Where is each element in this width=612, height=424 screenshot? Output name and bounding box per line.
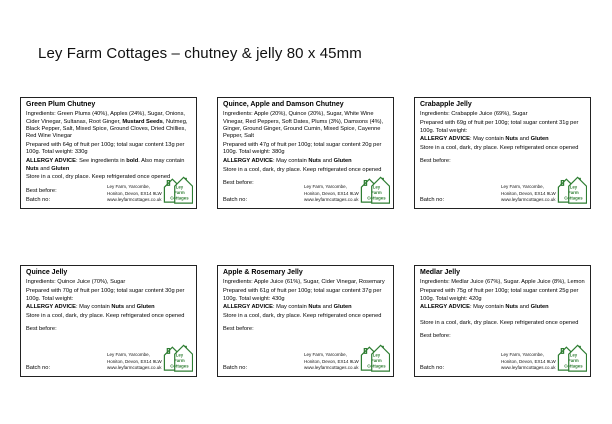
best-before-label: Best before: (26, 326, 57, 333)
logo-text-line: Farm (568, 358, 579, 363)
text-segment: and (320, 304, 334, 311)
batch-no-label: Batch no: (420, 196, 445, 203)
text-segment: Ingredients: Green Plums (40%), Apples (24%), Sugar, Onions, Cider Vinegar, Sultanas, Root Ginger, (26, 111, 186, 125)
storage-text: Store in a cool, dark, dry place. Keep refrigerated once opened (420, 145, 579, 152)
logo-text-line: Cottages (564, 363, 583, 369)
best-before-label: Best before: (223, 180, 254, 187)
logo-text-line: Ley (175, 184, 184, 190)
batch-no-label: Batch no: (223, 196, 248, 203)
product-label (20, 97, 197, 209)
logo-text-line: Farm (568, 190, 579, 195)
text-segment: : May contain (469, 304, 506, 311)
text-segment: and (320, 158, 334, 165)
storage-text: Store in a cool, dark, dry place. Keep refrigerated once opened (420, 319, 579, 326)
product-label (20, 265, 197, 377)
prepared-text: Prepared with 70g of fruit per 100g; total sugar content 30g per 100g. Total weight: (26, 288, 185, 302)
address-block (501, 184, 556, 204)
allergy-advice-text (420, 136, 585, 143)
text-segment: Nuts (308, 158, 321, 165)
address-block (304, 352, 359, 372)
ley-farm-cottages-logo (163, 173, 193, 206)
product-name: Medlar Jelly (420, 269, 461, 276)
ingredients-text (420, 279, 585, 286)
text-segment: : May contain (469, 136, 506, 143)
address-line: Ley Farm, Yarcombe, (304, 351, 347, 357)
text-segment: Gluten (136, 304, 155, 311)
storage-text: Store in a cool, dark, dry place. Keep refrigerated once opened (223, 167, 382, 174)
labels-grid (20, 97, 591, 377)
best-before-label: Best before: (420, 158, 451, 165)
address-line: www.leyfarmcottages.co.uk (501, 197, 556, 203)
text-segment: Nuts (111, 304, 124, 311)
address-line: Honiton, Devon, EX14 9LW (107, 358, 162, 364)
text-segment: Ingredients: Quince Juice (70%), Sugar (26, 279, 126, 286)
address-line: Honiton, Devon, EX14 9LW (304, 190, 359, 196)
text-segment: Gluten (333, 158, 352, 165)
text-segment: ALLERGY ADVICE (223, 304, 273, 311)
storage-text: Store in a cool, dark, dry place. Keep refrigerated once opened (26, 313, 185, 320)
address-line: Ley Farm, Yarcombe, (304, 183, 347, 189)
address-line: www.leyfarmcottages.co.uk (107, 365, 162, 371)
prepared-text: Prepared with 69g of fruit per 100g; total sugar content 31g per 100g. Total weight: (420, 120, 579, 134)
batch-no-label: Batch no: (420, 364, 445, 371)
logo-text-line: Farm (371, 190, 382, 195)
address-line: Ley Farm, Yarcombe, (107, 351, 150, 357)
ley-farm-cottages-logo (360, 341, 390, 374)
logo-text-line: Farm (174, 358, 185, 363)
allergy-advice-text (26, 158, 191, 173)
text-segment: Gluten (333, 304, 352, 311)
ley-farm-cottages-logo (360, 173, 390, 206)
text-segment: Gluten (530, 136, 549, 143)
ley-farm-cottages-logo (163, 341, 193, 374)
logo-text-line: Farm (174, 190, 185, 195)
text-segment: Nuts (505, 136, 518, 143)
best-before-label: Best before: (420, 332, 451, 339)
logo-text-line: Ley (372, 352, 381, 358)
product-label (414, 265, 591, 377)
text-segment: : May contain (272, 158, 309, 165)
batch-no-label: Batch no: (223, 364, 248, 371)
text-segment: Mustard Seeds (122, 118, 163, 125)
batch-no-label: Batch no: (26, 364, 51, 371)
text-segment: bold (126, 158, 139, 165)
address-line: Honiton, Devon, EX14 9LW (304, 358, 359, 364)
ingredients-text (26, 111, 191, 140)
page-title: Ley Farm Cottages – chutney & jelly 80 x 45mm (38, 45, 362, 62)
best-before-label: Best before: (26, 187, 57, 194)
allergy-advice-text (223, 158, 388, 165)
text-segment: and (38, 165, 52, 172)
allergy-advice-text (420, 304, 585, 311)
logo-text-line: Cottages (170, 195, 189, 201)
text-segment: ALLERGY ADVICE (223, 158, 273, 165)
logo-text-line: Ley (569, 352, 578, 358)
best-before-label: Best before: (223, 326, 254, 333)
address-line: www.leyfarmcottages.co.uk (304, 197, 359, 203)
text-segment: and (123, 304, 137, 311)
product-label (217, 265, 394, 377)
text-segment: and (517, 304, 531, 311)
ley-farm-cottages-logo (557, 341, 587, 374)
text-segment: : May contain (272, 304, 309, 311)
ingredients-text (223, 279, 388, 286)
text-segment: : See ingredients in (75, 158, 127, 165)
logo-text-line: Cottages (170, 363, 189, 369)
address-block (107, 352, 162, 372)
text-segment: Gluten (530, 304, 549, 311)
product-name: Apple & Rosemary Jelly (223, 269, 303, 276)
address-line: www.leyfarmcottages.co.uk (107, 197, 162, 203)
logo-text-line: Cottages (367, 195, 386, 201)
text-segment: ALLERGY ADVICE (420, 136, 470, 143)
storage-text: Store in a cool, dark, dry place. Keep refrigerated once opened (223, 313, 382, 320)
ley-farm-cottages-logo (557, 173, 587, 206)
text-segment: , Nutmeg, Black Pepper, Salt, Mixed Spice, Ground Cloves, Dried Chillies, Red Wine Vinegar (26, 118, 188, 140)
text-segment: Nuts (505, 304, 518, 311)
logo-text-line: Ley (175, 352, 184, 358)
product-name: Crabapple Jelly (420, 101, 472, 108)
allergy-advice-text (26, 304, 191, 311)
text-segment: Ingredients: Crabapple Juice (69%), Sugar (420, 111, 528, 118)
text-segment: . Also may contain (138, 158, 185, 165)
text-segment: ALLERGY ADVICE (26, 304, 76, 311)
address-line: www.leyfarmcottages.co.uk (501, 365, 556, 371)
text-segment: Ingredients: Apple Juice (61%), Sugar, Cider Vinegar, Rosemary (223, 279, 385, 286)
text-segment: Gluten (51, 165, 70, 172)
product-name: Quince, Apple and Damson Chutney (223, 101, 344, 108)
logo-text-line: Cottages (367, 363, 386, 369)
ingredients-text (26, 279, 191, 286)
ingredients-text (223, 111, 388, 140)
text-segment: and (517, 136, 531, 143)
product-name: Green Plum Chutney (26, 101, 96, 108)
address-line: Honiton, Devon, EX14 9LW (501, 358, 556, 364)
text-segment: ALLERGY ADVICE (420, 304, 470, 311)
prepared-text: Prepared with 75g of fruit per 100g; total sugar content 25g per 100g. Total weight: 420g (420, 288, 579, 302)
allergy-advice-text (223, 304, 388, 311)
text-segment: : May contain (75, 304, 112, 311)
text-segment: ALLERGY ADVICE (26, 158, 76, 165)
address-block (501, 352, 556, 372)
text-segment: Nuts (308, 304, 321, 311)
logo-text-line: Ley (569, 184, 578, 190)
address-line: Ley Farm, Yarcombe, (501, 351, 544, 357)
prepared-text: Prepared with 61g of fruit per 100g; total sugar content 37g per 100g. Total weight: 430g (223, 288, 382, 302)
address-line: www.leyfarmcottages.co.uk (304, 365, 359, 371)
text-segment: Ingredients: Apple (20%), Quince (20%), Sugar, White Wine Vinegar, Red Peppers, Soft Dates, Plums (3%), Damsons (4%), Ginger, Ground Ginger, Ground Cumin, Mixed Spice, Cayenne Pepper, Salt (223, 111, 384, 140)
batch-no-label: Batch no: (26, 196, 51, 203)
product-name: Quince Jelly (26, 269, 68, 276)
ingredients-text (420, 111, 585, 118)
address-block (304, 184, 359, 204)
address-line: Ley Farm, Yarcombe, (107, 183, 150, 189)
text-segment: Nuts (26, 165, 39, 172)
text-segment: Ingredients: Medlar Juice (67%), Sugar. Apple Juice (8%), Lemon (420, 279, 585, 286)
logo-text-line: Ley (372, 184, 381, 190)
logo-text-line: Cottages (564, 195, 583, 201)
product-label (217, 97, 394, 209)
logo-text-line: Farm (371, 358, 382, 363)
address-line: Ley Farm, Yarcombe, (501, 183, 544, 189)
address-line: Honiton, Devon, EX14 9LW (501, 190, 556, 196)
address-line: Honiton, Devon, EX14 9LW (107, 190, 162, 196)
prepared-text: Prepared with 64g of fruit per 100g; total sugar content 13g per 100g. Total weight: 330g (26, 142, 185, 156)
storage-text: Store in a cool, dry place. Keep refrigerated once opened (26, 174, 171, 181)
product-label (414, 97, 591, 209)
address-block (107, 184, 162, 204)
prepared-text: Prepared with 47g of fruit per 100g; total sugar content 20g per 100g. Total weight: 380g (223, 142, 382, 156)
